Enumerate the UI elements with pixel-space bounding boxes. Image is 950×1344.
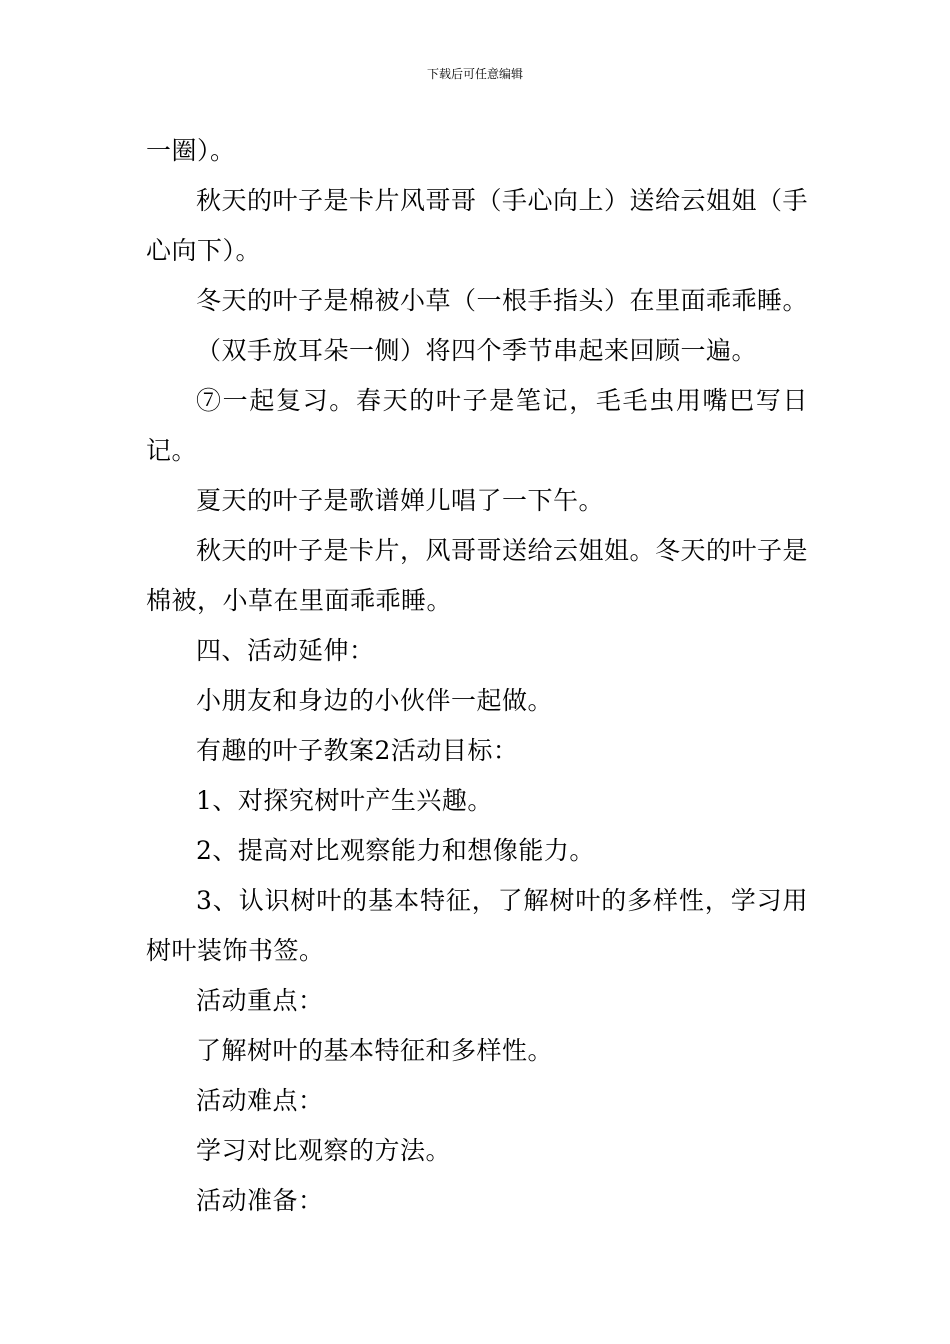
- page-header: 下载后可任意编辑: [426, 67, 523, 81]
- goal-item-1: 1、对探究树叶产生兴趣。: [196, 786, 493, 815]
- difficulties-text: 学习对比观察的方法。: [196, 1136, 452, 1165]
- paragraph-6: 夏天的叶子是歌谱婵儿唱了一下午。: [196, 486, 605, 515]
- paragraph-7: 秋天的叶子是卡片，风哥哥送给云姐姐。冬天的叶子是棉被，小草在里面乖乖睡。: [146, 536, 809, 615]
- lesson-plan-2-heading: 有趣的叶子教案2活动目标：: [196, 736, 519, 765]
- paragraph-5: ⑦一起复习。春天的叶子是笔记，毛毛虫用嘴巴写日记。: [146, 386, 808, 465]
- paragraph-1: 一圈）。: [146, 136, 236, 165]
- difficulties-heading: 活动难点：: [196, 1086, 324, 1115]
- key-points-text: 了解树叶的基本特征和多样性。: [196, 1036, 554, 1065]
- paragraph-4: （双手放耳朵一侧）将四个季节串起来回顾一遍。: [196, 336, 758, 365]
- section-heading-extension: 四、活动延伸：: [196, 636, 375, 665]
- paragraph-9: 小朋友和身边的小伙伴一起做。: [196, 686, 554, 715]
- paragraph-2: 秋天的叶子是卡片风哥哥（手心向上）送给云姐姐（手心向下）。: [146, 186, 809, 265]
- goal-item-3: 3、认识树叶的基本特征，了解树叶的多样性，学习用树叶装饰书签。: [146, 886, 808, 965]
- goal-item-2: 2、提高对比观察能力和想像能力。: [196, 836, 595, 865]
- paragraph-3: 冬天的叶子是棉被小草（一根手指头）在里面乖乖睡。: [196, 286, 809, 315]
- key-points-heading: 活动重点：: [196, 986, 324, 1015]
- preparation-heading: 活动准备：: [196, 1186, 324, 1215]
- document-body: [146, 126, 808, 1226]
